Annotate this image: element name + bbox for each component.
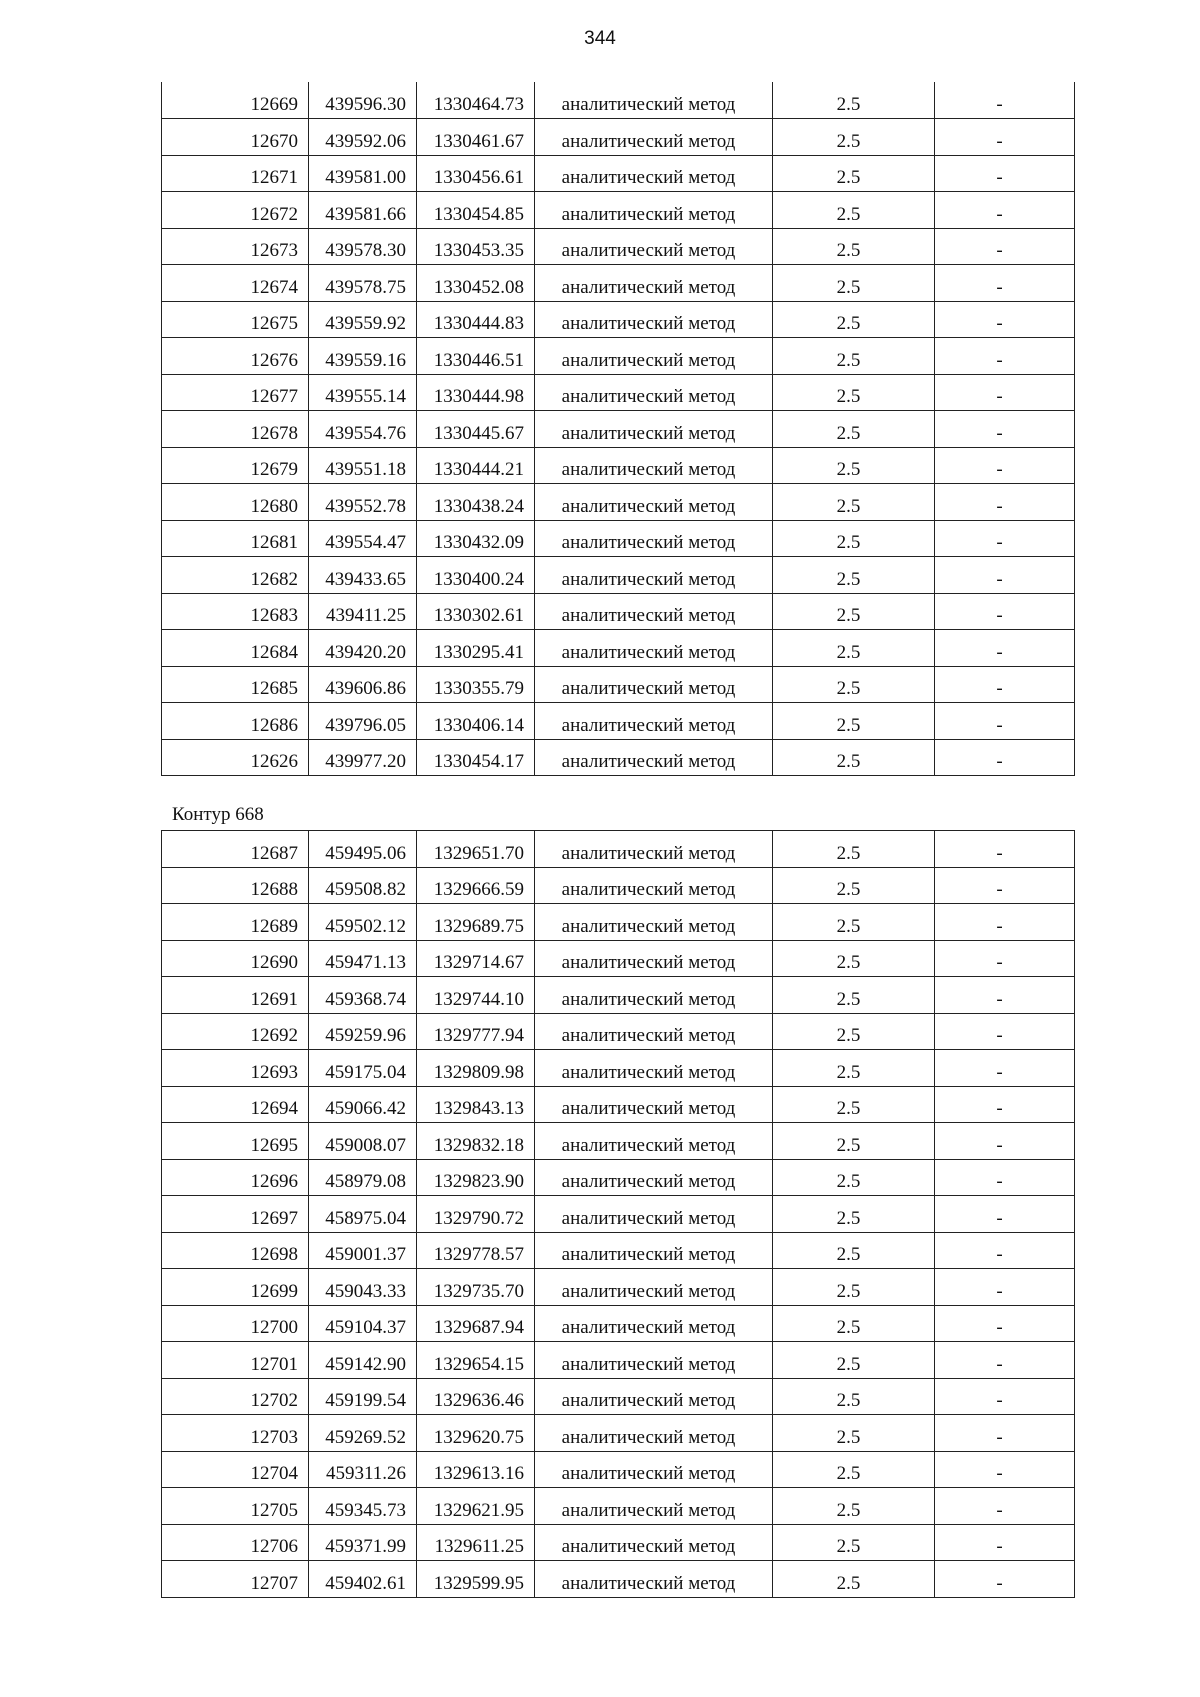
page-number: 344 bbox=[584, 28, 616, 49]
note-cell: - bbox=[935, 977, 1075, 1014]
accuracy-cell: 2.5 bbox=[773, 1123, 935, 1160]
table-row bbox=[162, 374, 1075, 411]
y-coordinate-cell: 1329735.70 bbox=[417, 1269, 535, 1306]
method-cell: аналитический метод bbox=[535, 831, 773, 868]
y-coordinate-cell: 1329790.72 bbox=[417, 1196, 535, 1233]
note-cell: - bbox=[935, 82, 1075, 119]
method-cell: аналитический метод bbox=[535, 1013, 773, 1050]
x-coordinate-cell: 439592.06 bbox=[309, 119, 417, 156]
note-cell: - bbox=[935, 1159, 1075, 1196]
note-cell: - bbox=[935, 1232, 1075, 1269]
accuracy-cell: 2.5 bbox=[773, 447, 935, 484]
x-coordinate-cell: 459471.13 bbox=[309, 940, 417, 977]
point-number-cell: 12682 bbox=[162, 557, 309, 594]
x-coordinate-cell: 459104.37 bbox=[309, 1305, 417, 1342]
point-number-cell: 12672 bbox=[162, 192, 309, 229]
table-row bbox=[162, 1524, 1075, 1561]
point-number-cell: 12707 bbox=[162, 1561, 309, 1598]
x-coordinate-cell: 458979.08 bbox=[309, 1159, 417, 1196]
note-cell: - bbox=[935, 1269, 1075, 1306]
accuracy-cell: 2.5 bbox=[773, 119, 935, 156]
y-coordinate-cell: 1330454.85 bbox=[417, 192, 535, 229]
method-cell: аналитический метод bbox=[535, 867, 773, 904]
x-coordinate-cell: 439559.16 bbox=[309, 338, 417, 375]
point-number-cell: 12669 bbox=[162, 82, 309, 119]
x-coordinate-cell: 439559.92 bbox=[309, 301, 417, 338]
note-cell: - bbox=[935, 1488, 1075, 1525]
y-coordinate-cell: 1330355.79 bbox=[417, 666, 535, 703]
point-number-cell: 12680 bbox=[162, 484, 309, 521]
point-number-cell: 12695 bbox=[162, 1123, 309, 1160]
method-cell: аналитический метод bbox=[535, 739, 773, 776]
y-coordinate-cell: 1330464.73 bbox=[417, 82, 535, 119]
y-coordinate-cell: 1329687.94 bbox=[417, 1305, 535, 1342]
table-row bbox=[162, 192, 1075, 229]
y-coordinate-cell: 1329843.13 bbox=[417, 1086, 535, 1123]
y-coordinate-cell: 1329613.16 bbox=[417, 1451, 535, 1488]
x-coordinate-cell: 459345.73 bbox=[309, 1488, 417, 1525]
table-row bbox=[162, 411, 1075, 448]
note-cell: - bbox=[935, 1524, 1075, 1561]
note-cell: - bbox=[935, 265, 1075, 302]
point-number-cell: 12687 bbox=[162, 831, 309, 868]
method-cell: аналитический метод bbox=[535, 666, 773, 703]
accuracy-cell: 2.5 bbox=[773, 1013, 935, 1050]
x-coordinate-cell: 439411.25 bbox=[309, 593, 417, 630]
table-row bbox=[162, 593, 1075, 630]
method-cell: аналитический метод bbox=[535, 228, 773, 265]
method-cell: аналитический метод bbox=[535, 338, 773, 375]
accuracy-cell: 2.5 bbox=[773, 666, 935, 703]
y-coordinate-cell: 1329744.10 bbox=[417, 977, 535, 1014]
method-cell: аналитический метод bbox=[535, 1451, 773, 1488]
point-number-cell: 12671 bbox=[162, 155, 309, 192]
table-row bbox=[162, 703, 1075, 740]
x-coordinate-cell: 459495.06 bbox=[309, 831, 417, 868]
x-coordinate-cell: 459311.26 bbox=[309, 1451, 417, 1488]
contour-label: Контур 668 bbox=[172, 804, 264, 825]
method-cell: аналитический метод bbox=[535, 940, 773, 977]
x-coordinate-cell: 459142.90 bbox=[309, 1342, 417, 1379]
accuracy-cell: 2.5 bbox=[773, 1086, 935, 1123]
point-number-cell: 12703 bbox=[162, 1415, 309, 1452]
table-row bbox=[162, 557, 1075, 594]
accuracy-cell: 2.5 bbox=[773, 1378, 935, 1415]
x-coordinate-cell: 459269.52 bbox=[309, 1415, 417, 1452]
note-cell: - bbox=[935, 666, 1075, 703]
accuracy-cell: 2.5 bbox=[773, 1524, 935, 1561]
y-coordinate-cell: 1330444.83 bbox=[417, 301, 535, 338]
note-cell: - bbox=[935, 1050, 1075, 1087]
accuracy-cell: 2.5 bbox=[773, 484, 935, 521]
method-cell: аналитический метод bbox=[535, 192, 773, 229]
point-number-cell: 12670 bbox=[162, 119, 309, 156]
point-number-cell: 12700 bbox=[162, 1305, 309, 1342]
method-cell: аналитический метод bbox=[535, 447, 773, 484]
y-coordinate-cell: 1329620.75 bbox=[417, 1415, 535, 1452]
point-number-cell: 12689 bbox=[162, 904, 309, 941]
table-row bbox=[162, 119, 1075, 156]
note-cell: - bbox=[935, 1342, 1075, 1379]
y-coordinate-cell: 1330302.61 bbox=[417, 593, 535, 630]
table-row bbox=[162, 1269, 1075, 1306]
x-coordinate-cell: 439977.20 bbox=[309, 739, 417, 776]
method-cell: аналитический метод bbox=[535, 1196, 773, 1233]
point-number-cell: 12701 bbox=[162, 1342, 309, 1379]
note-cell: - bbox=[935, 1196, 1075, 1233]
method-cell: аналитический метод bbox=[535, 1269, 773, 1306]
accuracy-cell: 2.5 bbox=[773, 82, 935, 119]
method-cell: аналитический метод bbox=[535, 1378, 773, 1415]
method-cell: аналитический метод bbox=[535, 520, 773, 557]
note-cell: - bbox=[935, 1305, 1075, 1342]
point-number-cell: 12685 bbox=[162, 666, 309, 703]
y-coordinate-cell: 1330456.61 bbox=[417, 155, 535, 192]
accuracy-cell: 2.5 bbox=[773, 411, 935, 448]
method-cell: аналитический метод bbox=[535, 1159, 773, 1196]
note-cell: - bbox=[935, 228, 1075, 265]
table-row bbox=[162, 1415, 1075, 1452]
note-cell: - bbox=[935, 630, 1075, 667]
y-coordinate-cell: 1330406.14 bbox=[417, 703, 535, 740]
y-coordinate-cell: 1329689.75 bbox=[417, 904, 535, 941]
accuracy-cell: 2.5 bbox=[773, 228, 935, 265]
point-number-cell: 12681 bbox=[162, 520, 309, 557]
table-row bbox=[162, 265, 1075, 302]
accuracy-cell: 2.5 bbox=[773, 1159, 935, 1196]
method-cell: аналитический метод bbox=[535, 411, 773, 448]
y-coordinate-cell: 1330432.09 bbox=[417, 520, 535, 557]
accuracy-cell: 2.5 bbox=[773, 338, 935, 375]
method-cell: аналитический метод bbox=[535, 1086, 773, 1123]
y-coordinate-cell: 1329636.46 bbox=[417, 1378, 535, 1415]
note-cell: - bbox=[935, 1013, 1075, 1050]
method-cell: аналитический метод bbox=[535, 703, 773, 740]
y-coordinate-cell: 1329599.95 bbox=[417, 1561, 535, 1598]
method-cell: аналитический метод bbox=[535, 1232, 773, 1269]
y-coordinate-cell: 1330452.08 bbox=[417, 265, 535, 302]
y-coordinate-cell: 1329621.95 bbox=[417, 1488, 535, 1525]
x-coordinate-cell: 439606.86 bbox=[309, 666, 417, 703]
table-row bbox=[162, 1159, 1075, 1196]
accuracy-cell: 2.5 bbox=[773, 1232, 935, 1269]
method-cell: аналитический метод bbox=[535, 1488, 773, 1525]
method-cell: аналитический метод bbox=[535, 82, 773, 119]
note-cell: - bbox=[935, 1086, 1075, 1123]
x-coordinate-cell: 439554.47 bbox=[309, 520, 417, 557]
note-cell: - bbox=[935, 867, 1075, 904]
point-number-cell: 12676 bbox=[162, 338, 309, 375]
method-cell: аналитический метод bbox=[535, 1305, 773, 1342]
x-coordinate-cell: 439555.14 bbox=[309, 374, 417, 411]
accuracy-cell: 2.5 bbox=[773, 1415, 935, 1452]
point-number-cell: 12684 bbox=[162, 630, 309, 667]
x-coordinate-cell: 439552.78 bbox=[309, 484, 417, 521]
accuracy-cell: 2.5 bbox=[773, 1342, 935, 1379]
accuracy-cell: 2.5 bbox=[773, 374, 935, 411]
note-cell: - bbox=[935, 338, 1075, 375]
accuracy-cell: 2.5 bbox=[773, 1050, 935, 1087]
method-cell: аналитический метод bbox=[535, 1415, 773, 1452]
table-row bbox=[162, 940, 1075, 977]
accuracy-cell: 2.5 bbox=[773, 831, 935, 868]
note-cell: - bbox=[935, 739, 1075, 776]
point-number-cell: 12704 bbox=[162, 1451, 309, 1488]
point-number-cell: 12702 bbox=[162, 1378, 309, 1415]
y-coordinate-cell: 1329778.57 bbox=[417, 1232, 535, 1269]
x-coordinate-cell: 459502.12 bbox=[309, 904, 417, 941]
x-coordinate-cell: 459508.82 bbox=[309, 867, 417, 904]
note-cell: - bbox=[935, 484, 1075, 521]
x-coordinate-cell: 439420.20 bbox=[309, 630, 417, 667]
table-row bbox=[162, 1123, 1075, 1160]
table-row bbox=[162, 447, 1075, 484]
table-row bbox=[162, 484, 1075, 521]
y-coordinate-cell: 1330445.67 bbox=[417, 411, 535, 448]
accuracy-cell: 2.5 bbox=[773, 593, 935, 630]
y-coordinate-cell: 1329714.67 bbox=[417, 940, 535, 977]
point-number-cell: 12697 bbox=[162, 1196, 309, 1233]
note-cell: - bbox=[935, 1561, 1075, 1598]
method-cell: аналитический метод bbox=[535, 265, 773, 302]
point-number-cell: 12683 bbox=[162, 593, 309, 630]
y-coordinate-cell: 1330453.35 bbox=[417, 228, 535, 265]
note-cell: - bbox=[935, 831, 1075, 868]
table-row bbox=[162, 630, 1075, 667]
x-coordinate-cell: 439796.05 bbox=[309, 703, 417, 740]
x-coordinate-cell: 439554.76 bbox=[309, 411, 417, 448]
accuracy-cell: 2.5 bbox=[773, 1561, 935, 1598]
accuracy-cell: 2.5 bbox=[773, 940, 935, 977]
y-coordinate-cell: 1330461.67 bbox=[417, 119, 535, 156]
note-cell: - bbox=[935, 1451, 1075, 1488]
note-cell: - bbox=[935, 447, 1075, 484]
table-row bbox=[162, 831, 1075, 868]
note-cell: - bbox=[935, 1378, 1075, 1415]
table-row bbox=[162, 1196, 1075, 1233]
method-cell: аналитический метод bbox=[535, 374, 773, 411]
y-coordinate-cell: 1330438.24 bbox=[417, 484, 535, 521]
accuracy-cell: 2.5 bbox=[773, 1269, 935, 1306]
accuracy-cell: 2.5 bbox=[773, 1451, 935, 1488]
point-number-cell: 12698 bbox=[162, 1232, 309, 1269]
note-cell: - bbox=[935, 703, 1075, 740]
y-coordinate-cell: 1329823.90 bbox=[417, 1159, 535, 1196]
accuracy-cell: 2.5 bbox=[773, 904, 935, 941]
table-row bbox=[162, 1086, 1075, 1123]
note-cell: - bbox=[935, 904, 1075, 941]
point-number-cell: 12688 bbox=[162, 867, 309, 904]
point-number-cell: 12693 bbox=[162, 1050, 309, 1087]
accuracy-cell: 2.5 bbox=[773, 1196, 935, 1233]
method-cell: аналитический метод bbox=[535, 593, 773, 630]
coordinates-table-continued bbox=[161, 82, 1075, 776]
accuracy-cell: 2.5 bbox=[773, 739, 935, 776]
table-row bbox=[162, 1013, 1075, 1050]
method-cell: аналитический метод bbox=[535, 155, 773, 192]
note-cell: - bbox=[935, 557, 1075, 594]
y-coordinate-cell: 1329611.25 bbox=[417, 1524, 535, 1561]
note-cell: - bbox=[935, 374, 1075, 411]
point-number-cell: 12675 bbox=[162, 301, 309, 338]
x-coordinate-cell: 439596.30 bbox=[309, 82, 417, 119]
y-coordinate-cell: 1330400.24 bbox=[417, 557, 535, 594]
x-coordinate-cell: 459001.37 bbox=[309, 1232, 417, 1269]
table-row bbox=[162, 520, 1075, 557]
x-coordinate-cell: 439578.75 bbox=[309, 265, 417, 302]
accuracy-cell: 2.5 bbox=[773, 192, 935, 229]
note-cell: - bbox=[935, 192, 1075, 229]
note-cell: - bbox=[935, 155, 1075, 192]
table-row bbox=[162, 1050, 1075, 1087]
accuracy-cell: 2.5 bbox=[773, 977, 935, 1014]
coordinates-table-contour-668 bbox=[161, 830, 1075, 1598]
x-coordinate-cell: 459371.99 bbox=[309, 1524, 417, 1561]
accuracy-cell: 2.5 bbox=[773, 1305, 935, 1342]
note-cell: - bbox=[935, 940, 1075, 977]
x-coordinate-cell: 439433.65 bbox=[309, 557, 417, 594]
x-coordinate-cell: 459066.42 bbox=[309, 1086, 417, 1123]
note-cell: - bbox=[935, 119, 1075, 156]
x-coordinate-cell: 439581.66 bbox=[309, 192, 417, 229]
accuracy-cell: 2.5 bbox=[773, 520, 935, 557]
x-coordinate-cell: 459175.04 bbox=[309, 1050, 417, 1087]
point-number-cell: 12694 bbox=[162, 1086, 309, 1123]
x-coordinate-cell: 439581.00 bbox=[309, 155, 417, 192]
method-cell: аналитический метод bbox=[535, 301, 773, 338]
point-number-cell: 12699 bbox=[162, 1269, 309, 1306]
table-row bbox=[162, 1488, 1075, 1525]
accuracy-cell: 2.5 bbox=[773, 155, 935, 192]
method-cell: аналитический метод bbox=[535, 630, 773, 667]
accuracy-cell: 2.5 bbox=[773, 1488, 935, 1525]
table-row bbox=[162, 739, 1075, 776]
method-cell: аналитический метод bbox=[535, 557, 773, 594]
x-coordinate-cell: 459368.74 bbox=[309, 977, 417, 1014]
table-row bbox=[162, 1342, 1075, 1379]
x-coordinate-cell: 459199.54 bbox=[309, 1378, 417, 1415]
table-row bbox=[162, 228, 1075, 265]
x-coordinate-cell: 459008.07 bbox=[309, 1123, 417, 1160]
point-number-cell: 12626 bbox=[162, 739, 309, 776]
point-number-cell: 12691 bbox=[162, 977, 309, 1014]
note-cell: - bbox=[935, 593, 1075, 630]
method-cell: аналитический метод bbox=[535, 484, 773, 521]
y-coordinate-cell: 1329651.70 bbox=[417, 831, 535, 868]
method-cell: аналитический метод bbox=[535, 1524, 773, 1561]
point-number-cell: 12679 bbox=[162, 447, 309, 484]
point-number-cell: 12677 bbox=[162, 374, 309, 411]
table-row bbox=[162, 666, 1075, 703]
y-coordinate-cell: 1329654.15 bbox=[417, 1342, 535, 1379]
table-row bbox=[162, 1232, 1075, 1269]
y-coordinate-cell: 1329809.98 bbox=[417, 1050, 535, 1087]
point-number-cell: 12692 bbox=[162, 1013, 309, 1050]
table-row bbox=[162, 1561, 1075, 1598]
table-row bbox=[162, 867, 1075, 904]
point-number-cell: 12674 bbox=[162, 265, 309, 302]
y-coordinate-cell: 1330446.51 bbox=[417, 338, 535, 375]
y-coordinate-cell: 1329832.18 bbox=[417, 1123, 535, 1160]
point-number-cell: 12686 bbox=[162, 703, 309, 740]
note-cell: - bbox=[935, 411, 1075, 448]
note-cell: - bbox=[935, 520, 1075, 557]
y-coordinate-cell: 1330444.21 bbox=[417, 447, 535, 484]
note-cell: - bbox=[935, 1123, 1075, 1160]
table-row bbox=[162, 1378, 1075, 1415]
point-number-cell: 12690 bbox=[162, 940, 309, 977]
point-number-cell: 12673 bbox=[162, 228, 309, 265]
method-cell: аналитический метод bbox=[535, 904, 773, 941]
point-number-cell: 12705 bbox=[162, 1488, 309, 1525]
y-coordinate-cell: 1329666.59 bbox=[417, 867, 535, 904]
method-cell: аналитический метод bbox=[535, 1342, 773, 1379]
table-row bbox=[162, 82, 1075, 119]
method-cell: аналитический метод bbox=[535, 1050, 773, 1087]
accuracy-cell: 2.5 bbox=[773, 301, 935, 338]
method-cell: аналитический метод bbox=[535, 1561, 773, 1598]
table-row bbox=[162, 338, 1075, 375]
x-coordinate-cell: 439578.30 bbox=[309, 228, 417, 265]
table-row bbox=[162, 301, 1075, 338]
x-coordinate-cell: 439551.18 bbox=[309, 447, 417, 484]
x-coordinate-cell: 459402.61 bbox=[309, 1561, 417, 1598]
point-number-cell: 12678 bbox=[162, 411, 309, 448]
y-coordinate-cell: 1330444.98 bbox=[417, 374, 535, 411]
x-coordinate-cell: 459259.96 bbox=[309, 1013, 417, 1050]
accuracy-cell: 2.5 bbox=[773, 867, 935, 904]
method-cell: аналитический метод bbox=[535, 977, 773, 1014]
table-row bbox=[162, 904, 1075, 941]
y-coordinate-cell: 1330295.41 bbox=[417, 630, 535, 667]
table-row bbox=[162, 977, 1075, 1014]
y-coordinate-cell: 1330454.17 bbox=[417, 739, 535, 776]
accuracy-cell: 2.5 bbox=[773, 265, 935, 302]
x-coordinate-cell: 459043.33 bbox=[309, 1269, 417, 1306]
method-cell: аналитический метод bbox=[535, 1123, 773, 1160]
accuracy-cell: 2.5 bbox=[773, 557, 935, 594]
table-row bbox=[162, 1305, 1075, 1342]
table-row bbox=[162, 1451, 1075, 1488]
x-coordinate-cell: 458975.04 bbox=[309, 1196, 417, 1233]
y-coordinate-cell: 1329777.94 bbox=[417, 1013, 535, 1050]
method-cell: аналитический метод bbox=[535, 119, 773, 156]
point-number-cell: 12706 bbox=[162, 1524, 309, 1561]
accuracy-cell: 2.5 bbox=[773, 630, 935, 667]
accuracy-cell: 2.5 bbox=[773, 703, 935, 740]
table-row bbox=[162, 155, 1075, 192]
note-cell: - bbox=[935, 301, 1075, 338]
note-cell: - bbox=[935, 1415, 1075, 1452]
point-number-cell: 12696 bbox=[162, 1159, 309, 1196]
